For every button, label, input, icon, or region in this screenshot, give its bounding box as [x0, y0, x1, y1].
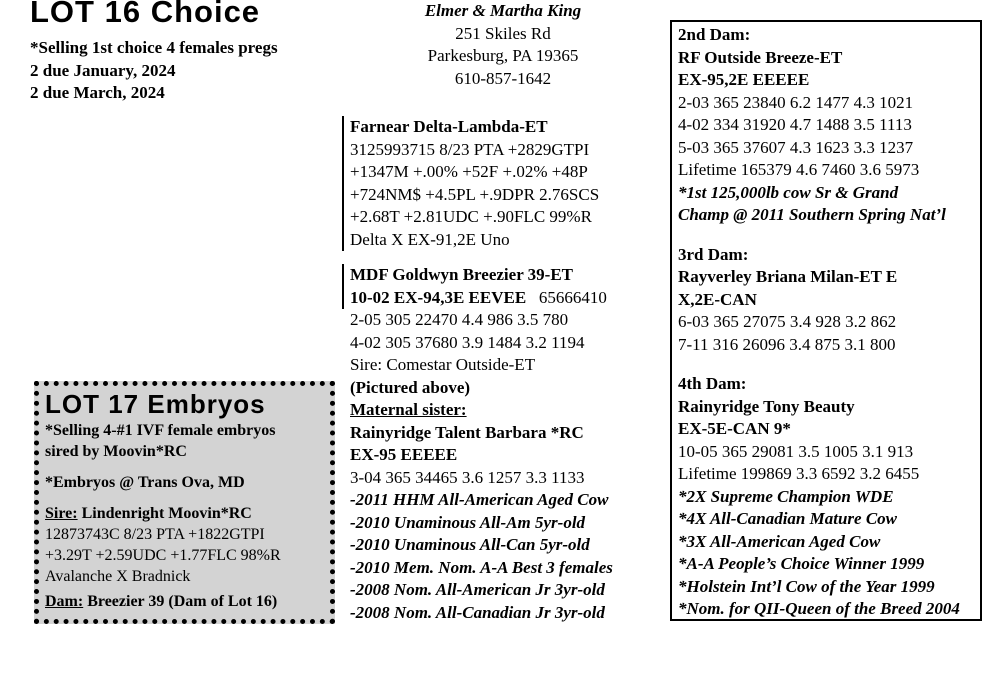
award-line: -2008 Nom. All-American Jr 3yr-old: [350, 580, 605, 599]
second-dam-label: 2nd Dam:: [678, 25, 751, 44]
dam-details: [342, 309, 662, 624]
ancestry-box: [670, 20, 982, 621]
lot16-line: 2 due March, 2024: [30, 83, 165, 102]
third-dam-section: [678, 244, 980, 357]
fourth-dam-record: 10-05 365 29081 3.5 1005 3.1 913: [678, 441, 914, 461]
owner-contact: [398, 0, 608, 90]
second-dam-classification: EX-95,2E EEEEE: [678, 70, 810, 89]
maternal-sister-label: Maternal sister:: [350, 400, 467, 419]
second-dam-record: 5-03 365 37607 4.3 1623 3.3 1237: [678, 137, 914, 157]
fourth-dam-note: *4X All-Canadian Mature Cow: [678, 509, 898, 528]
lot17-selling: *Selling 4-#1 IVF female embryos: [45, 422, 276, 439]
third-dam-record: 6-03 365 27075 3.4 928 3.2 862: [678, 312, 897, 331]
award-line: -2010 Unaminous All-Am 5yr-old: [350, 512, 586, 532]
third-dam-label: 3rd Dam:: [678, 244, 749, 264]
sire-line: 3125993715 8/23 PTA +2829GTPI: [350, 139, 590, 159]
second-dam-record: 2-03 365 23840 6.2 1477 4.3 1021: [678, 92, 914, 112]
second-dam-note: *1st 125,000lb cow Sr & Grand: [678, 182, 899, 202]
fourth-dam-record: Lifetime 199869 3.3 6592 3.2 6455: [678, 464, 920, 483]
dam-reg: 65666410: [538, 287, 607, 307]
fourth-dam-note: *Nom. for QII-Queen of the Breed 2004: [678, 599, 960, 618]
fourth-dam-note: *2X Supreme Champion WDE: [678, 486, 894, 506]
owner-street: 251 Skiles Rd: [455, 23, 551, 43]
fourth-dam-section: [678, 373, 980, 621]
fourth-dam-name: Rainyridge Tony Beauty: [678, 396, 855, 416]
sister-classification: EX-95 EEEEE: [350, 445, 458, 464]
lot17-title: LOT 17 Embryos: [45, 389, 266, 419]
lot17-box: [34, 381, 335, 624]
sire-line: +1347M +.00% +52F +.02% +48P: [350, 162, 588, 181]
lot16-line: 2 due January, 2024: [30, 60, 176, 80]
sire-block: [342, 116, 662, 251]
second-dam-section: [678, 24, 980, 227]
pictured-note: (Pictured above): [350, 377, 471, 397]
sire-name: Farnear Delta-Lambda-ET: [350, 117, 548, 136]
second-dam-record: 4-02 334 31920 4.7 1488 3.5 1113: [678, 115, 912, 134]
fourth-dam-label: 4th Dam:: [678, 374, 747, 393]
lot17-sire-line: 12873743C 8/23 PTA +1822GTPI: [45, 526, 265, 543]
sire-line: +724NM$ +4.5PL +.9DPR 2.76SCS: [350, 184, 600, 204]
lot16-line: *Selling 1st choice 4 females pregs: [30, 38, 278, 57]
owner-name: Elmer & Martha King: [424, 1, 582, 20]
fourth-dam-classification: EX-5E-CAN 9*: [678, 419, 791, 438]
lot17-sire-name: Lindenright Moovin*RC: [81, 505, 252, 522]
award-line: -2011 HHM All-American Aged Cow: [350, 490, 609, 509]
dam-name: MDF Goldwyn Breezier 39-ET: [350, 265, 574, 284]
award-line: -2010 Mem. Nom. A-A Best 3 females: [350, 557, 613, 577]
sister-record: 3-04 365 34465 3.6 1257 3.3 1133: [350, 467, 585, 487]
sire-line: Delta X EX-91,2E Uno: [350, 229, 510, 249]
lot17-sire-line: Avalanche X Bradnick: [45, 568, 191, 585]
lot17-dam-label: Dam:: [45, 593, 84, 610]
lot17-selling: sired by Moovin*RC: [45, 443, 187, 460]
lot17-dam-text: Breezier 39 (Dam of Lot 16): [87, 593, 278, 610]
lot17-sire-label: Sire:: [45, 505, 78, 522]
lot17-sire-line: +3.29T +2.59UDC +1.77FLC 98%R: [45, 547, 281, 564]
lot17-location: *Embryos @ Trans Ova, MD: [45, 474, 245, 491]
lot17-body: [45, 420, 330, 612]
dam-record: 4-02 305 37680 3.9 1484 3.2 1194: [350, 332, 585, 352]
fourth-dam-note: *A-A People’s Choice Winner 1999: [678, 554, 925, 573]
third-dam-name: X,2E-CAN: [678, 289, 757, 309]
award-line: -2010 Unaminous All-Can 5yr-old: [350, 535, 590, 554]
pedigree-column: [342, 116, 662, 624]
owner-city: Parkesburg, PA 19365: [427, 46, 579, 65]
second-dam-record: Lifetime 165379 4.6 7460 3.6 5973: [678, 160, 920, 179]
fourth-dam-note: *3X All-American Aged Cow: [678, 531, 881, 551]
second-dam-note: Champ @ 2011 Southern Spring Nat’l: [678, 205, 946, 224]
lot16-title: LOT 16 Choice: [30, 0, 261, 29]
dam-classification: 10-02 EX-94,3E EEVEE: [350, 287, 527, 307]
award-line: -2008 Nom. All-Canadian Jr 3yr-old: [350, 602, 605, 622]
dam-record: 2-05 305 22470 4.4 986 3.5 780: [350, 310, 569, 329]
sister-name: Rainyridge Talent Barbara *RC: [350, 422, 584, 442]
dam-block: [342, 264, 662, 309]
sire-line: +2.68T +2.81UDC +.90FLC 99%R: [350, 207, 592, 226]
dam-sire-line: Sire: Comestar Outside-ET: [350, 355, 536, 374]
second-dam-name: RF Outside Breeze-ET: [678, 47, 843, 67]
third-dam-record: 7-11 316 26096 3.4 875 3.1 800: [678, 334, 896, 354]
fourth-dam-note: *Holstein Int’l Cow of the Year 1999: [678, 576, 935, 596]
third-dam-name: Rayverley Briana Milan-ET E: [678, 267, 898, 286]
lot16-description: [30, 37, 278, 105]
owner-phone: 610-857-1642: [454, 68, 552, 88]
